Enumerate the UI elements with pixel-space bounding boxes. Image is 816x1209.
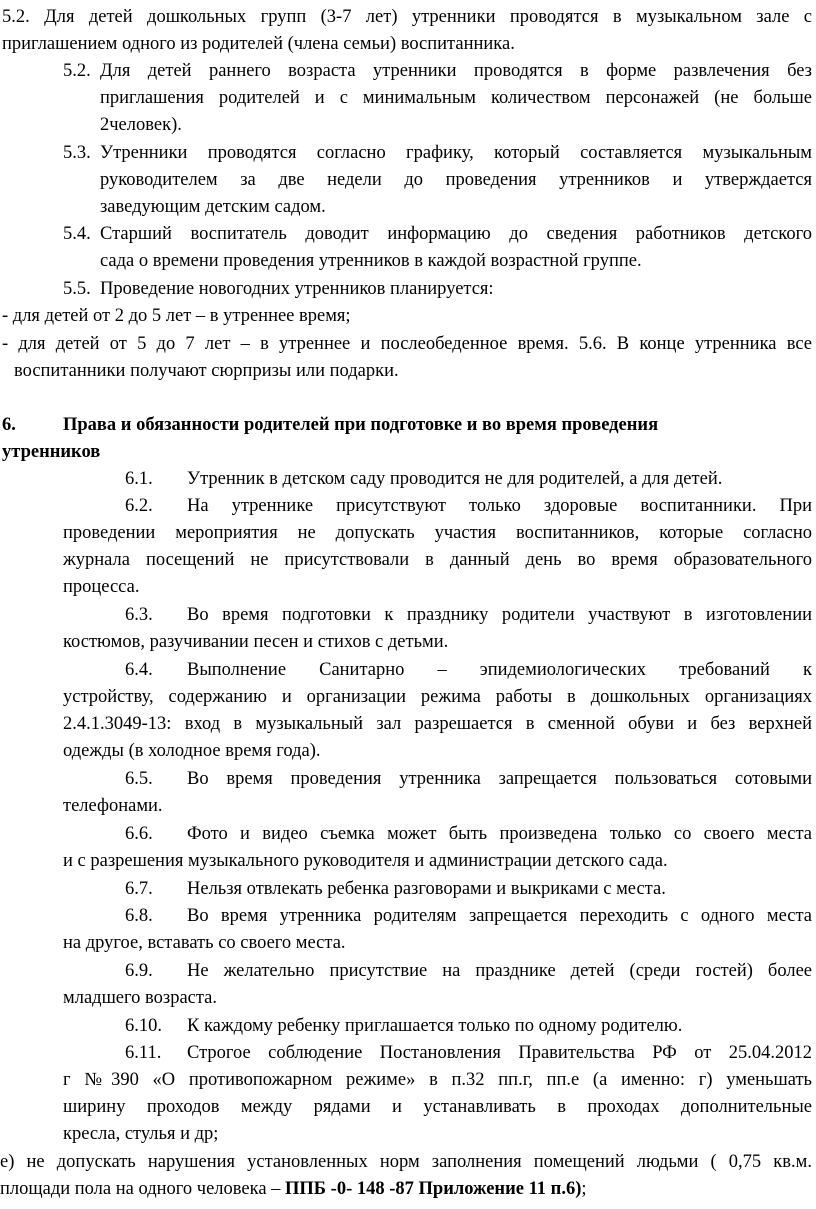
item-number-6-5-: 6.5.: [125, 769, 153, 789]
section-6-title-line-2: утренников: [2, 442, 101, 462]
item-6-4--line-4: одежды (в холодное время года).: [63, 741, 321, 761]
item-5-3--line-2: [100, 167, 812, 195]
item-6-2--line-2-text: проведении мероприятия не допускать участия воспитанников, которые согласно: [63, 523, 812, 543]
item-6-7--line-1: Нельзя отвлекать ребенка разговорами и выкриками с места.: [187, 879, 666, 899]
item-number-6-3-: 6.3.: [125, 605, 153, 625]
section-6-title-line-1: Права и обязанности родителей при подготовке и во время проведения: [63, 415, 659, 435]
item-6-3--line-1-text: Во время подготовки к празднику родители участвуют в изготовлении: [187, 605, 812, 625]
item-number-5-4-: 5.4.: [63, 224, 91, 244]
item-number-6-6-: 6.6.: [125, 824, 153, 844]
item-6-4--line-3: [63, 711, 812, 739]
item-5-3--line-3: заведующим детским садом.: [100, 197, 326, 217]
item-number-6-2-: 6.2.: [125, 496, 153, 516]
item-6-6--line-1-text: Фото и видео съемка может быть произведена только со своего места: [187, 824, 812, 844]
item-5-4--line-1-text: Старший воспитатель доводит информацию до сведения работников детского: [100, 224, 812, 244]
item-6-5--line-2: телефонами.: [63, 796, 163, 816]
item-6-8--line-1: [187, 903, 812, 931]
final-line-2-text: площади пола на одного человека –: [0, 1179, 286, 1199]
item-6-9--line-2: младшего возраста.: [63, 988, 218, 1008]
item-6-6--line-2: и с разрешения музыкального руководителя и администрации детского сада.: [63, 851, 668, 871]
item-6-11--line-3-text: ширину проходов между рядами и устанавливать в проходах дополнительные: [63, 1097, 812, 1117]
item-number-6-4-: 6.4.: [125, 660, 153, 680]
item-6-6--line-1: [187, 821, 812, 849]
item-6-9--line-1-text: Не желательно присутствие на празднике детей (среди гостей) более: [187, 961, 812, 981]
item-6-4--line-2: [63, 684, 812, 712]
dash-line-2: [2, 331, 812, 359]
final-line-1-text: е) не допускать нарушения установленных норм заполнения помещений людьми ( 0,75 кв.м.: [0, 1152, 812, 1172]
item-5-4--line-1: [100, 221, 812, 249]
item-6-8--line-2: на другое, вставать со своего места.: [63, 933, 346, 953]
final-line-2-end: ;: [581, 1179, 587, 1199]
item-6-2--line-3-text: журнала посещений не присутствовали в данный день во время образовательного: [63, 550, 812, 570]
item-5-3--line-2-text: руководителем за две недели до проведения утренников и утверждается: [100, 170, 812, 190]
item-6-5--line-1-text: Во время проведения утренника запрещается пользоваться сотовыми: [187, 769, 812, 789]
item-6-4--line-3-text: 2.4.1.3049-13: вход в музыкальный зал разрешается в сменной обуви и без верхней: [63, 714, 812, 734]
section-6-number: 6.: [2, 415, 16, 435]
item-6-5--line-1: [187, 766, 812, 794]
item-6-2--line-3: [63, 547, 812, 575]
item-6-11--line-1-text: Строгое соблюдение Постановления Правительства РФ от 25.04.2012: [187, 1043, 812, 1063]
item-6-2--line-2: [63, 520, 812, 548]
para-5-2-line-1: [2, 4, 812, 32]
item-6-11--line-1: [187, 1040, 812, 1068]
final-line-2: [0, 1176, 587, 1204]
item-5-3--line-1: [100, 140, 812, 168]
item-5-2--line-1: [100, 58, 812, 86]
item-6-4--line-2-text: устройству, содержанию и организации режима работы в дошкольных организациях: [63, 687, 812, 707]
item-6-11--line-2-text: г №390 «О противопожарном режиме» в п.32 пп.г, пп.е (а именно: г) уменьшать: [63, 1070, 812, 1090]
item-5-2--line-2: [100, 85, 812, 113]
item-6-4--line-1-text: Выполнение Санитарно – эпидемиологических требований к: [187, 660, 812, 680]
item-number-6-7-: 6.7.: [125, 879, 153, 899]
item-6-10--line-1: К каждому ребенку приглашается только по одному родителю.: [187, 1016, 683, 1036]
item-6-3--line-2: костюмов, разучивании песен и стихов с детьми.: [63, 632, 449, 652]
item-5-2--line-1-text: Для детей раннего возраста утренники проводятся в форме развлечения без: [100, 61, 812, 81]
item-6-2--line-1-text: На утреннике присутствуют только здоровые воспитанники. При: [187, 496, 812, 516]
item-5-3--line-1-text: Утренники проводятся согласно графику, который составляется музыкальным: [100, 143, 812, 163]
dash-line-2-text: - для детей от 5 до 7 лет – в утреннее и послеобеденное время. 5.6. В конце утренника все: [2, 334, 812, 354]
item-number-6-8-: 6.8.: [125, 906, 153, 926]
para-5-2-line-1-text: 5.2. Для детей дошкольных групп (3-7 лет) утренники проводятся в музыкальном зале с: [2, 7, 812, 27]
item-number-6-11-: 6.11.: [125, 1043, 162, 1063]
item-number-6-10-: 6.10.: [125, 1016, 162, 1036]
item-6-1--line-1: Утренник в детском саду проводится не для родителей, а для детей.: [187, 469, 723, 489]
item-6-11--line-4: кресла, стулья и др;: [63, 1124, 219, 1144]
para-5-2-line-2: приглашением одного из родителей (члена семьи) воспитанника.: [2, 34, 515, 54]
item-6-8--line-1-text: Во время утренника родителям запрещается переходить с одного места: [187, 906, 812, 926]
item-5-2--line-3: 2человек).: [100, 115, 182, 135]
final-line-1: [0, 1149, 812, 1177]
item-6-11--line-3: [63, 1094, 812, 1122]
item-number-5-3-: 5.3.: [63, 143, 91, 163]
item-6-9--line-1: [187, 958, 812, 986]
item-5-2--line-2-text: приглашения родителей и с минимальным количеством персонажей (не больше: [100, 88, 812, 108]
item-6-2--line-4: процесса.: [63, 577, 140, 597]
item-5-4--line-2: сада о времени проведения утренников в каждой возрастной группе.: [100, 251, 642, 271]
item-number-5-5-: 5.5.: [63, 279, 91, 299]
item-6-11--line-2: [63, 1067, 812, 1095]
item-6-2--line-1: [187, 493, 812, 521]
item-number-6-1-: 6.1.: [125, 469, 153, 489]
dash-line-1: - для детей от 2 до 5 лет – в утреннее время;: [2, 306, 351, 326]
item-6-3--line-1: [187, 602, 812, 630]
item-6-4--line-1: [187, 657, 812, 685]
item-5-5--line-1: Проведение новогодних утренников планируется:: [100, 279, 494, 299]
final-line-2-reference: ППБ -0- 148 -87 Приложение 11 п.6): [285, 1179, 582, 1199]
dash-line-2-cont: воспитанники получают сюрпризы или подарки.: [14, 361, 399, 381]
item-number-6-9-: 6.9.: [125, 961, 153, 981]
item-number-5-2-: 5.2.: [63, 61, 91, 81]
